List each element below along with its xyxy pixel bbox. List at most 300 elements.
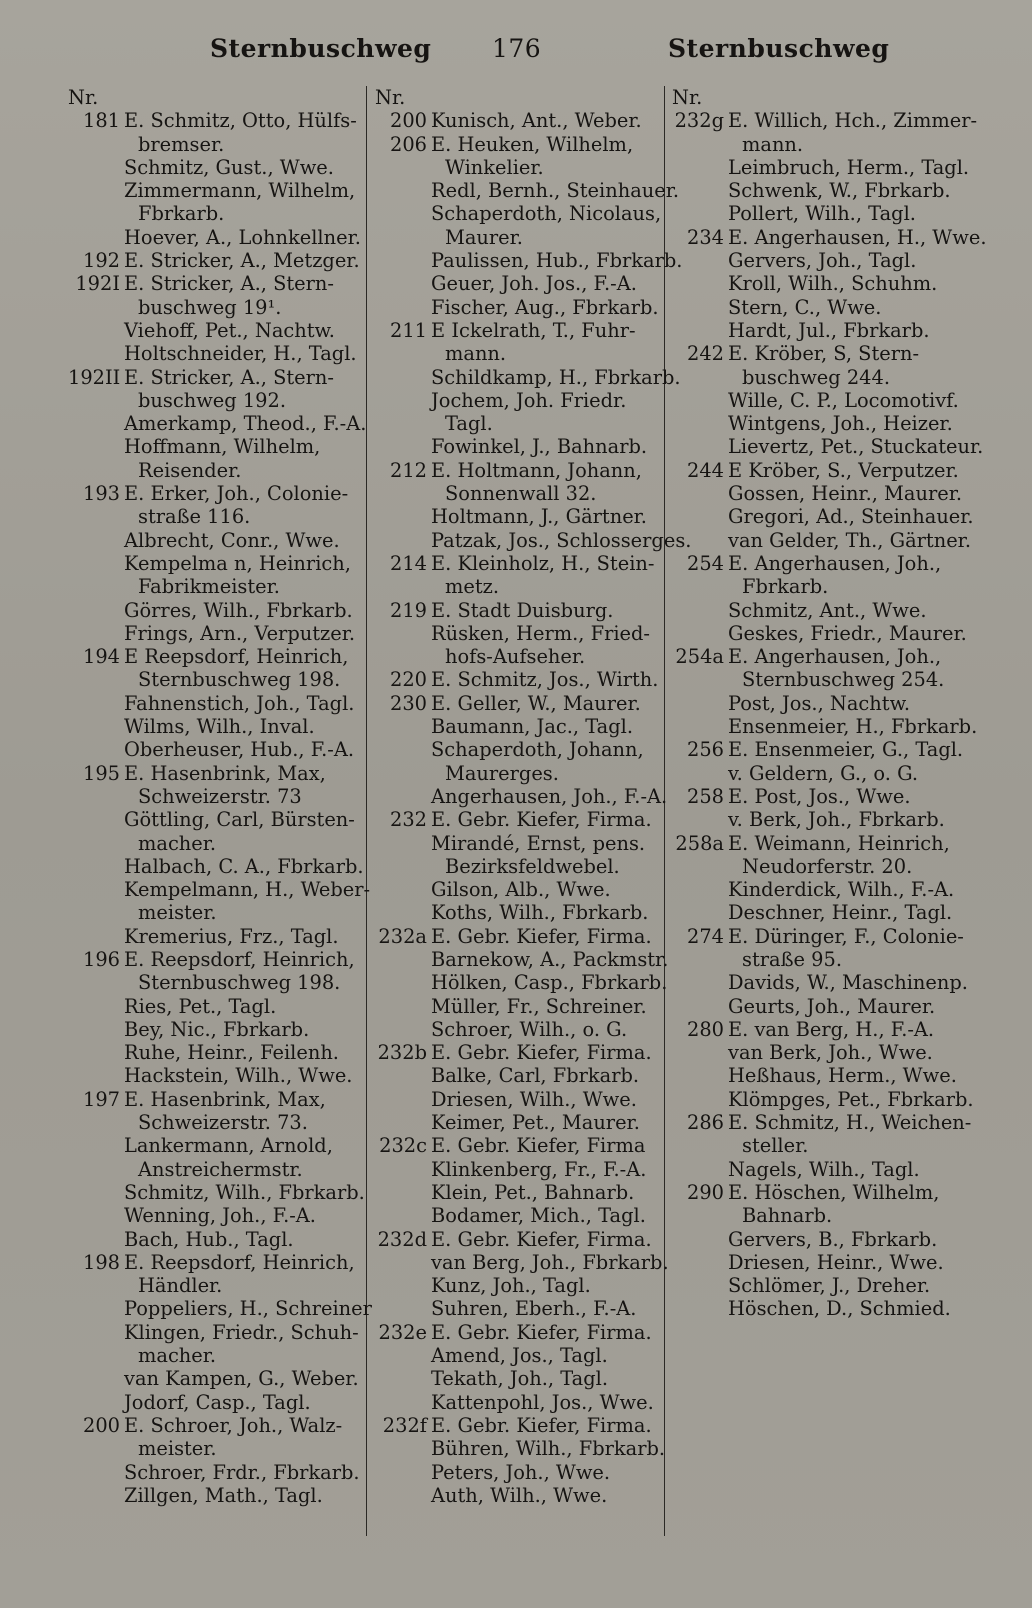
entry-line: E. Angerhausen, H., Wwe. <box>728 225 987 249</box>
entry-line: Tekath, Joh., Tagl. <box>431 1367 609 1391</box>
column-heading: Nr. <box>672 86 703 109</box>
resident-entry <box>68 1064 368 1087</box>
house-number: 200 <box>389 109 427 133</box>
resident-entry <box>68 1484 368 1507</box>
entry-line: Driesen, Heinr., Wwe. <box>728 1250 944 1274</box>
entry-line: Gervers, B., Fbrkarb. <box>728 1227 938 1251</box>
entry-line: Wintgens, Joh., Heizer. <box>728 412 953 436</box>
resident-entry <box>68 1297 372 1321</box>
resident-entry <box>672 505 972 528</box>
resident-entry <box>375 1181 665 1204</box>
entry-line: E. Stadt Duisburg. <box>431 598 614 622</box>
resident-entry <box>68 1228 368 1251</box>
house-entry <box>375 133 665 180</box>
house-entry <box>375 808 665 831</box>
entry-line: Deschner, Heinr., Tagl. <box>728 901 953 925</box>
house-entry <box>375 668 665 691</box>
house-entry <box>68 109 368 156</box>
house-number: 232a <box>378 924 427 948</box>
entry-line: Kroll, Wilh., Schuhm. <box>728 272 938 296</box>
entry-continuation: Anstreichermstr. <box>138 1157 303 1181</box>
entry-line: Baumann, Jac., Tagl. <box>431 715 634 739</box>
resident-entry <box>672 878 972 901</box>
entry-continuation: Händler. <box>138 1274 223 1298</box>
entry-continuation: buschweg 19¹. <box>138 295 282 319</box>
house-number: 254 <box>686 551 724 575</box>
entry-line: Kremerius, Frz., Tagl. <box>124 924 339 948</box>
resident-entry <box>68 552 368 599</box>
entry-line: Schroer, Frdr., Fbrkarb. <box>124 1460 360 1484</box>
resident-entry <box>672 389 972 412</box>
entry-line: Göttling, Carl, Bürsten- <box>124 808 355 832</box>
entry-line: E Ickelrath, T., Fuhr- <box>431 318 636 342</box>
entry-line: Amerkamp, Theod., F.-A. <box>124 412 367 436</box>
entry-line: Wilms, Wilh., Inval. <box>124 715 315 739</box>
house-number: 232g <box>674 109 724 133</box>
resident-entry <box>672 1274 972 1297</box>
entry-line: Ruhe, Heinr., Feilenh. <box>124 1041 339 1065</box>
resident-entry <box>672 202 972 225</box>
column-heading: Nr. <box>68 86 99 109</box>
entry-line: E Kröber, S., Verputzer. <box>728 458 959 482</box>
entry-continuation: buschweg 192. <box>138 388 287 412</box>
entry-line: Mirandé, Ernst, pens. <box>431 831 646 855</box>
entry-continuation: Bezirksfeldwebel. <box>445 854 620 878</box>
resident-entry <box>68 855 368 878</box>
resident-entry <box>672 272 972 295</box>
entry-continuation: Sternbuschweg 254. <box>742 668 945 692</box>
resident-entry <box>375 1088 665 1111</box>
entry-line: Schaperdoth, Johann, <box>431 738 644 762</box>
entry-line: van Kampen, G., Weber. <box>124 1367 359 1391</box>
house-entry <box>375 599 665 622</box>
resident-entry <box>68 1367 368 1390</box>
resident-entry <box>375 901 665 924</box>
house-number: 232d <box>377 1227 427 1251</box>
house-entry <box>375 109 665 132</box>
house-number: 212 <box>389 458 427 482</box>
resident-entry <box>375 389 665 436</box>
house-entry <box>68 249 368 272</box>
entry-line: Geurts, Joh., Maurer. <box>728 994 936 1018</box>
resident-entry <box>68 715 368 738</box>
house-entry <box>672 925 972 972</box>
resident-entry <box>68 319 368 342</box>
entry-line: E. Ensenmeier, G., Tagl. <box>728 738 964 762</box>
entry-line: Geuer, Joh. Jos., F.-A. <box>431 272 637 296</box>
house-entry <box>375 692 665 715</box>
entry-line: Pollert, Wilh., Tagl. <box>728 202 916 226</box>
entry-continuation: mann. <box>445 342 507 366</box>
resident-entry <box>375 1250 669 1274</box>
entry-line: E. Heuken, Wilhelm, <box>431 132 634 156</box>
resident-entry <box>375 1367 665 1390</box>
resident-entry <box>672 249 972 272</box>
resident-entry <box>672 529 972 552</box>
entry-continuation: Maurer. <box>445 225 523 249</box>
resident-entry <box>672 412 972 435</box>
entry-continuation: buschweg 244. <box>742 365 891 389</box>
house-entry <box>375 1041 665 1064</box>
entry-line: E. Post, Jos., Wwe. <box>728 784 911 808</box>
entry-line: Bühren, Wilh., Fbrkarb. <box>431 1437 666 1461</box>
entry-line: Görres, Wilh., Fbrkarb. <box>124 598 353 622</box>
entry-line: Davids, W., Maschinenp. <box>728 971 968 995</box>
entry-line: Bach, Hub., Tagl. <box>124 1227 294 1251</box>
house-number: 232c <box>379 1134 427 1158</box>
entry-line: Zillgen, Math., Tagl. <box>124 1483 323 1507</box>
entry-line: Bey, Nic., Fbrkarb. <box>124 1017 310 1041</box>
entry-line: Heßhaus, Herm., Wwe. <box>728 1064 957 1088</box>
house-entry <box>375 319 665 366</box>
entry-line: Amend, Jos., Tagl. <box>431 1344 608 1368</box>
entry-line: E. Gebr. Kiefer, Firma. <box>431 1227 652 1251</box>
house-entry <box>672 1018 972 1041</box>
entry-line: Redl, Bernh., Steinhauer. <box>431 179 680 203</box>
resident-entry <box>672 179 972 202</box>
entry-line: E. Stricker, A., Metzger. <box>124 249 360 273</box>
house-number: 195 <box>82 761 120 785</box>
resident-entry <box>68 878 371 925</box>
entry-line: Auth, Wilh., Wwe. <box>431 1483 608 1507</box>
entry-line: E. Willich, Hch., Zimmer- <box>728 109 978 133</box>
resident-entry <box>68 1391 368 1414</box>
resident-entry <box>672 808 972 831</box>
entry-line: Schmitz, Ant., Wwe. <box>728 598 927 622</box>
resident-entry <box>375 784 668 808</box>
resident-entry <box>375 1204 665 1227</box>
resident-entry <box>68 529 368 552</box>
entry-line: Koths, Wilh., Fbrkarb. <box>431 901 649 925</box>
house-number: 232b <box>377 1041 427 1065</box>
resident-entry <box>68 1204 368 1227</box>
house-number: 258a <box>675 831 724 855</box>
entry-line: Hölken, Casp., Fbrkarb. <box>431 971 668 995</box>
resident-entry <box>375 365 681 389</box>
resident-entry <box>68 342 368 365</box>
house-entry <box>672 459 972 482</box>
entry-continuation: Reisender. <box>138 458 242 482</box>
entry-continuation: metz. <box>445 575 500 599</box>
entry-line: Balke, Carl, Fbrkarb. <box>431 1064 640 1088</box>
resident-entry <box>672 1158 972 1181</box>
entry-continuation: Fabrikmeister. <box>138 575 280 599</box>
entry-line: E. Gebr. Kiefer, Firma. <box>431 1413 652 1437</box>
entry-line: E. Gebr. Kiefer, Firma. <box>431 1320 652 1344</box>
house-number: 200 <box>82 1413 120 1437</box>
resident-entry <box>672 319 972 342</box>
entry-line: Schlömer, J., Dreher. <box>728 1274 931 1298</box>
entry-line: E. Erker, Joh., Colonie- <box>124 482 349 506</box>
house-entry <box>672 552 972 599</box>
entry-line: Kempelma n, Heinrich, <box>124 551 351 575</box>
entry-line: E. Stricker, A., Stern- <box>124 272 334 296</box>
entry-line: E. Stricker, A., Stern- <box>124 365 334 389</box>
resident-entry <box>375 1461 665 1484</box>
running-head-left: Sternbuschweg <box>210 34 432 63</box>
resident-entry <box>375 947 669 971</box>
house-entry <box>68 948 368 995</box>
resident-entry <box>672 599 972 622</box>
house-number: 232f <box>382 1413 427 1437</box>
entry-line: Hackstein, Wilh., Wwe. <box>124 1064 353 1088</box>
house-entry <box>375 1321 665 1344</box>
entry-continuation: Sternbuschweg 198. <box>138 668 341 692</box>
house-entry <box>375 925 665 948</box>
entry-line: Albrecht, Conr., Wwe. <box>124 528 340 552</box>
entry-line: Fowinkel, J., Bahnarb. <box>431 435 648 459</box>
entry-line: E. Hasenbrink, Max, <box>124 761 326 785</box>
house-entry <box>375 1414 665 1437</box>
entry-continuation: straße 116. <box>138 505 251 529</box>
entry-line: Halbach, C. A., Fbrkarb. <box>124 854 364 878</box>
resident-entry <box>375 1344 665 1367</box>
house-entry <box>68 762 368 809</box>
resident-entry <box>375 738 665 785</box>
entry-continuation: Sternbuschweg 198. <box>138 971 341 995</box>
entry-line: Gossen, Heinr., Maurer. <box>728 482 963 506</box>
house-entry <box>68 1251 368 1298</box>
house-number: 206 <box>389 132 427 156</box>
resident-entry <box>68 156 368 179</box>
house-number: 181 <box>82 109 120 133</box>
entry-continuation: bremser. <box>138 132 225 156</box>
house-entry <box>672 645 972 692</box>
page-number: 176 <box>492 34 542 63</box>
house-number: 232e <box>378 1320 427 1344</box>
entry-continuation: Maurerges. <box>445 761 559 785</box>
resident-entry <box>375 1437 665 1460</box>
entry-line: Schildkamp, H., Fbrkarb. <box>431 365 681 389</box>
house-number: 219 <box>389 598 427 622</box>
entry-line: E. Weimann, Heinrich, <box>728 831 950 855</box>
entry-line: Wenning, Joh., F.-A. <box>124 1204 316 1228</box>
column-heading: Nr. <box>375 86 406 109</box>
resident-entry <box>375 296 665 319</box>
house-entry <box>672 1181 972 1228</box>
entry-line: Höschen, D., Schmied. <box>728 1297 951 1321</box>
house-entry <box>68 645 368 692</box>
resident-entry <box>68 435 368 482</box>
entry-line: Holtmann, J., Gärtner. <box>431 505 647 529</box>
house-entry <box>68 482 368 529</box>
entry-line: Rüsken, Herm., Fried- <box>431 621 650 645</box>
house-entry <box>375 1134 665 1157</box>
resident-entry <box>672 156 972 179</box>
house-number: 220 <box>389 668 427 692</box>
house-number: 198 <box>82 1250 120 1274</box>
entry-continuation: Sonnenwall 32. <box>445 482 597 506</box>
house-number: 197 <box>82 1087 120 1111</box>
entry-line: Schmitz, Gust., Wwe. <box>124 155 334 179</box>
entry-line: Klinkenberg, Fr., F.-A. <box>431 1157 647 1181</box>
resident-entry <box>68 1041 368 1064</box>
entry-line: E. Gebr. Kiefer, Firma. <box>431 808 652 832</box>
entry-line: E. Reepsdorf, Heinrich, <box>124 947 355 971</box>
resident-entry <box>68 412 368 435</box>
entry-continuation: macher. <box>138 831 217 855</box>
resident-entry <box>375 995 665 1018</box>
entry-line: E Reepsdorf, Heinrich, <box>124 645 349 669</box>
entry-line: E. Kleinholz, H., Stein- <box>431 551 655 575</box>
entry-line: E. Reepsdorf, Heinrich, <box>124 1250 355 1274</box>
resident-entry <box>672 1228 972 1251</box>
entry-line: Gervers, Joh., Tagl. <box>728 249 917 273</box>
entry-line: E. Schmitz, Jos., Wirth. <box>431 668 659 692</box>
entry-line: Bodamer, Mich., Tagl. <box>431 1204 646 1228</box>
house-entry <box>672 342 972 389</box>
house-number: 256 <box>686 738 724 762</box>
resident-entry <box>672 1041 972 1064</box>
entry-line: Müller, Fr., Schreiner. <box>431 994 647 1018</box>
resident-entry <box>68 226 368 249</box>
house-number: 196 <box>82 947 120 971</box>
entry-line: Lievertz, Pet., Stuckateur. <box>728 435 984 459</box>
resident-entry <box>672 1251 972 1274</box>
entry-line: E. Gebr. Kiefer, Firma. <box>431 1041 652 1065</box>
house-number: 274 <box>686 924 724 948</box>
resident-entry <box>375 528 692 552</box>
house-number: 211 <box>389 318 427 342</box>
entry-line: Kinderdick, Wilh., F.-A. <box>728 878 955 902</box>
resident-entry <box>68 1321 368 1368</box>
entry-line: Kattenpohl, Jos., Wwe. <box>431 1390 654 1414</box>
resident-entry <box>375 1484 665 1507</box>
house-entry <box>375 1228 665 1251</box>
entry-line: Nagels, Wilh., Tagl. <box>728 1157 920 1181</box>
house-number: 194 <box>82 645 120 669</box>
resident-entry <box>375 505 665 528</box>
entry-line: Suhren, Eberh., F.-A. <box>431 1297 637 1321</box>
resident-entry <box>68 692 368 715</box>
entry-line: E. van Berg, H., F.-A. <box>728 1017 935 1041</box>
resident-entry <box>68 622 368 645</box>
resident-entry <box>672 622 972 645</box>
entry-line: Driesen, Wilh., Wwe. <box>431 1087 637 1111</box>
entry-continuation: meister. <box>138 1437 217 1461</box>
house-entry <box>375 552 665 599</box>
house-number: 290 <box>686 1180 724 1204</box>
house-number: 192I <box>75 272 120 296</box>
entry-line: Patzak, Jos., Schlosserges. <box>431 528 692 552</box>
resident-entry <box>375 1297 665 1320</box>
entry-line: Fahnenstich, Joh., Tagl. <box>124 691 355 715</box>
entry-line: Paulissen, Hub., Fbrkarb. <box>431 249 683 273</box>
entry-line: E. Schmitz, H., Weichen- <box>728 1111 972 1135</box>
resident-entry <box>375 971 668 995</box>
entry-line: Holtschneider, H., Tagl. <box>124 342 357 366</box>
entry-line: Leimbruch, Herm., Tagl. <box>728 155 970 179</box>
entry-line: Fischer, Aug., Fbrkarb. <box>431 295 659 319</box>
entry-line: Barnekow, A., Packmstr. <box>431 947 669 971</box>
house-entry <box>672 738 972 761</box>
resident-entry <box>375 435 665 458</box>
entry-line: Angerhausen, Joh., F.-A. <box>431 784 668 808</box>
resident-entry <box>672 296 972 319</box>
entry-line: Jochem, Joh. Friedr. <box>431 388 627 412</box>
resident-entry <box>672 482 972 505</box>
resident-entry <box>672 692 972 715</box>
entry-line: Poppeliers, H., Schreiner <box>124 1297 372 1321</box>
entry-line: v. Berk, Joh., Fbrkarb. <box>728 808 945 832</box>
entry-line: E. Schroer, Joh., Walz- <box>124 1413 343 1437</box>
resident-entry <box>68 1461 368 1484</box>
entry-line: E. Höschen, Wilhelm, <box>728 1180 940 1204</box>
resident-entry <box>68 1134 368 1181</box>
resident-entry <box>375 1018 665 1041</box>
entry-line: Schroer, Wilh., o. G. <box>431 1017 628 1041</box>
entry-line: v. Geldern, G., o. G. <box>728 761 919 785</box>
resident-entry <box>68 808 368 855</box>
resident-entry <box>672 1064 972 1087</box>
house-number: 193 <box>82 482 120 506</box>
resident-entry <box>68 1181 368 1204</box>
entry-line: Hardt, Jul., Fbrkarb. <box>728 318 930 342</box>
entry-continuation: Winkelier. <box>445 155 544 179</box>
entry-line: Stern, C., Wwe. <box>728 295 882 319</box>
entry-line: Keimer, Pet., Maurer. <box>431 1111 640 1135</box>
entry-line: Lankermann, Arnold, <box>124 1134 333 1158</box>
entry-line: Wille, C. P., Locomotivf. <box>728 388 959 412</box>
house-entry <box>375 459 665 506</box>
house-number: 280 <box>686 1017 724 1041</box>
entry-continuation: Schweizerstr. 73 <box>138 784 302 808</box>
resident-entry <box>375 202 665 249</box>
house-entry <box>68 272 368 319</box>
resident-entry <box>375 622 665 669</box>
entry-line: Klein, Pet., Bahnarb. <box>431 1180 635 1204</box>
entry-continuation: meister. <box>138 901 217 925</box>
entry-line: Kunisch, Ant., Weber. <box>431 109 642 133</box>
column-1 <box>68 86 372 1586</box>
house-entry <box>68 1088 368 1135</box>
entry-line: Hoever, A., Lohnkellner. <box>124 225 361 249</box>
resident-entry <box>672 715 978 739</box>
resident-entry <box>672 1088 972 1111</box>
house-number: 230 <box>389 691 427 715</box>
house-number: 254a <box>675 645 724 669</box>
resident-entry <box>672 901 972 924</box>
running-head-right: Sternbuschweg <box>668 34 890 63</box>
resident-entry <box>375 272 665 295</box>
resident-entry <box>672 435 984 459</box>
entry-line: Gilson, Alb., Wwe. <box>431 878 611 902</box>
house-number: 214 <box>389 551 427 575</box>
page-header <box>0 34 1032 74</box>
house-number: 234 <box>686 225 724 249</box>
resident-entry <box>68 995 368 1018</box>
column-3 <box>672 86 987 1586</box>
entry-line: van Berg, Joh., Fbrkarb. <box>431 1250 669 1274</box>
entry-continuation: macher. <box>138 1344 217 1368</box>
entry-line: E. Geller, W., Maurer. <box>431 691 641 715</box>
house-entry <box>672 109 978 156</box>
house-number: 232 <box>389 808 427 832</box>
entry-line: Frings, Arn., Verputzer. <box>124 621 356 645</box>
entry-line: Schmitz, Wilh., Fbrkarb. <box>124 1180 365 1204</box>
entry-continuation: mann. <box>742 132 804 156</box>
entry-line: Schwenk, W., Fbrkarb. <box>728 179 951 203</box>
resident-entry <box>672 762 972 785</box>
resident-entry <box>68 179 368 226</box>
entry-line: E. Gebr. Kiefer, Firma. <box>431 924 652 948</box>
resident-entry <box>672 995 972 1018</box>
resident-entry <box>672 971 972 994</box>
entry-line: Ensenmeier, H., Fbrkarb. <box>728 715 978 739</box>
entry-continuation: Neudorferstr. 20. <box>742 854 913 878</box>
entry-line: Hoffmann, Wilhelm, <box>124 435 321 459</box>
resident-entry <box>375 1391 665 1414</box>
